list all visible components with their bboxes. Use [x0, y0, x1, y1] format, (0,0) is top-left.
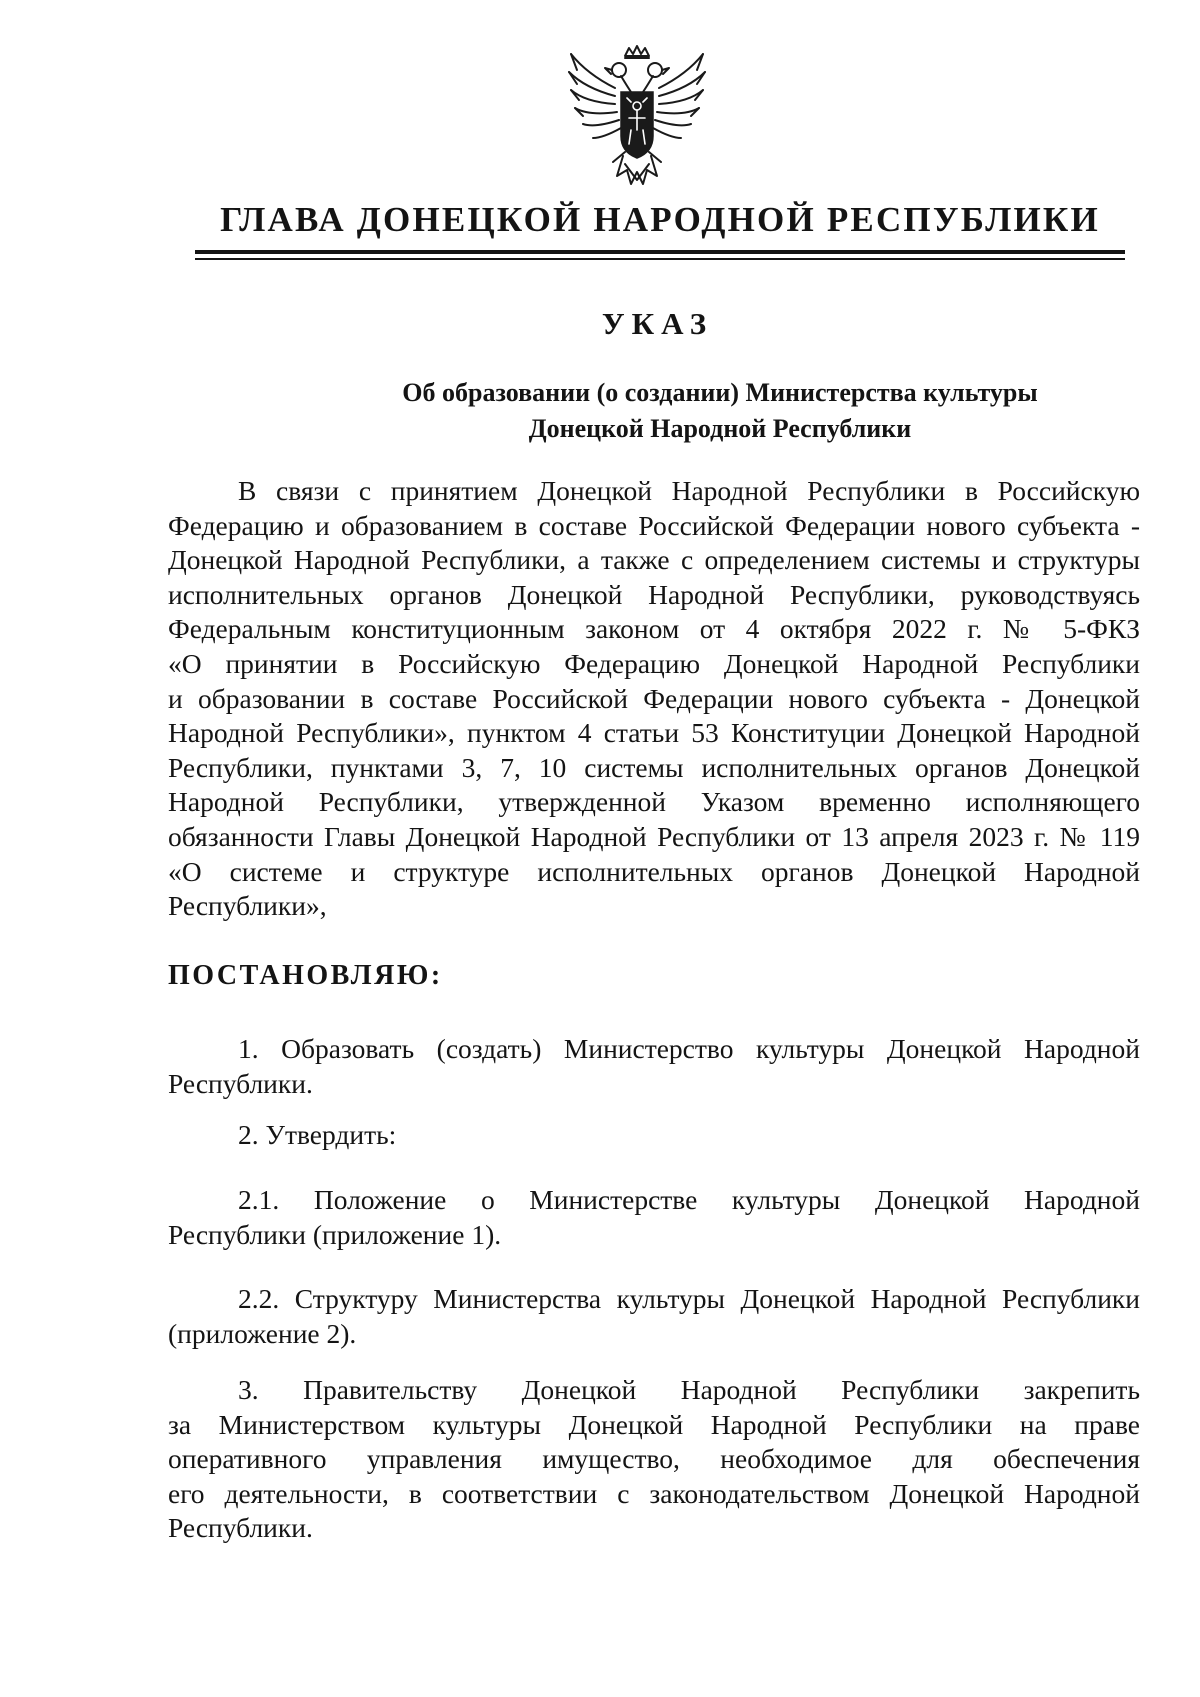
item-line: его деятельности, в соответствии с законодательством Донецкой Народной: [168, 1477, 1140, 1509]
item-line: за Министерством культуры Донецкой Народной Республики на праве: [168, 1408, 1140, 1440]
item-line: Республики.: [168, 1512, 313, 1544]
preamble-line: исполнительных органов Донецкой Народной Республики, руководствуясь: [168, 578, 1140, 610]
document-type: УКАЗ: [601, 306, 714, 341]
document-subject: [300, 375, 1140, 447]
subject-line: Донецкой Народной Республики: [528, 414, 912, 443]
preamble-line: «О принятии в Российскую Федерацию Донецкой Народной Республики: [168, 647, 1140, 679]
preamble-line: «О системе и структуре исполнительных органов Донецкой Народной: [168, 855, 1140, 887]
preamble-line: обязанности Главы Донецкой Народной Республики от 13 апреля 2023 г. № 119: [168, 820, 1140, 852]
preamble-line: Республики»,: [168, 890, 327, 922]
decree-item-2-2: [168, 1282, 1140, 1351]
item-line: 3. Правительству Донецкой Народной Республики закрепить: [238, 1374, 1140, 1405]
item-line: оперативного управления имущество, необходимое для обеспечения: [168, 1443, 1140, 1475]
header-rule-thin: [195, 258, 1125, 260]
item-line: 2.2. Структуру Министерства культуры Донецкой Народной Республики: [238, 1283, 1140, 1314]
preamble-line: Федерацию и образованием в составе Российской Федерации нового субъекта -: [168, 509, 1140, 541]
item-line: Республики.: [168, 1067, 313, 1099]
item-line: 1. Образовать (создать) Министерство культуры Донецкой Народной: [238, 1033, 1140, 1064]
preamble-line: Народной Республики, утвержденной Указом временно исполняющего: [168, 786, 1140, 818]
decree-item-2-1: [168, 1183, 1140, 1252]
preamble-line: Республики, пунктами 3, 7, 10 системы исполнительных органов Донецкой: [168, 751, 1140, 783]
subject-line: Об образовании (о создании) Министерства культуры: [402, 378, 1038, 407]
item-line: (приложение 2).: [168, 1317, 357, 1349]
decree-item-2: [168, 1118, 1140, 1153]
item-line: Республики (приложение 1).: [168, 1218, 502, 1250]
decree-item-1: [168, 1032, 1140, 1101]
preamble-line: и образовании в составе Российской Федерации нового субъекта - Донецкой: [168, 682, 1140, 714]
issuing-authority-title: ГЛАВА ДОНЕЦКОЙ НАРОДНОЙ РЕСПУБЛИКИ: [220, 200, 1100, 239]
decree-heading: ПОСТАНОВЛЯЮ:: [168, 960, 443, 991]
preamble-line: Федеральным конституционным законом от 4 октября 2022 г. № 5-ФКЗ: [168, 613, 1140, 645]
coat-of-arms-icon: [567, 44, 707, 192]
header-rule-thick: [195, 250, 1125, 254]
item-line: 2. Утвердить:: [238, 1119, 397, 1150]
preamble-line: Донецкой Народной Республики, а также с определением системы и структуры: [168, 544, 1140, 576]
item-line: 2.1. Положение о Министерстве культуры Донецкой Народной: [238, 1184, 1140, 1215]
preamble: [168, 474, 1140, 924]
preamble-line: Народной Республики», пунктом 4 статьи 53 Конституции Донецкой Народной: [168, 717, 1140, 749]
preamble-line: В связи с принятием Донецкой Народной Республики в Российскую: [238, 475, 1140, 506]
decree-item-3: [168, 1373, 1140, 1546]
